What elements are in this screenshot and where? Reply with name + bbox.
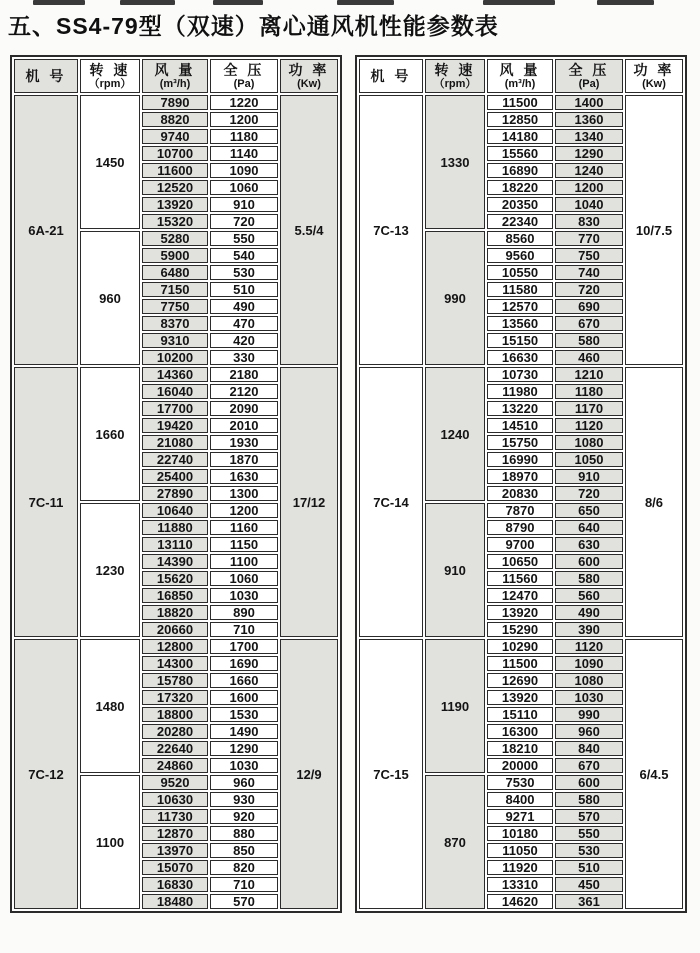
speed-cell: 1480 <box>80 639 140 773</box>
pressure-cell: 640 <box>555 520 623 535</box>
airflow-cell: 22340 <box>487 214 553 229</box>
airflow-cell: 9740 <box>142 129 208 144</box>
table-row <box>14 367 338 382</box>
airflow-cell: 25400 <box>142 469 208 484</box>
pressure-cell: 510 <box>210 282 278 297</box>
airflow-cell: 15750 <box>487 435 553 450</box>
pressure-cell: 1220 <box>210 95 278 110</box>
airflow-cell: 8560 <box>487 231 553 246</box>
power-cell: 8/6 <box>625 367 683 637</box>
airflow-cell: 16630 <box>487 350 553 365</box>
airflow-cell: 12470 <box>487 588 553 603</box>
pressure-cell: 510 <box>555 860 623 875</box>
pressure-cell: 960 <box>210 775 278 790</box>
airflow-cell: 6480 <box>142 265 208 280</box>
airflow-cell: 24860 <box>142 758 208 773</box>
airflow-cell: 12850 <box>487 112 553 127</box>
pressure-cell: 2180 <box>210 367 278 382</box>
col-header-speed: 转 速 （rpm） <box>80 59 140 93</box>
airflow-cell: 11600 <box>142 163 208 178</box>
airflow-cell: 11980 <box>487 384 553 399</box>
cropped-text-fragment <box>120 0 175 5</box>
airflow-cell: 8820 <box>142 112 208 127</box>
pressure-cell: 1090 <box>555 656 623 671</box>
pressure-cell: 2090 <box>210 401 278 416</box>
spec-table-right <box>355 55 687 913</box>
airflow-cell: 15150 <box>487 333 553 348</box>
airflow-cell: 13220 <box>487 401 553 416</box>
col-header-pressure: 全 压 (Pa) <box>210 59 278 93</box>
cropped-text-fragment <box>33 0 85 5</box>
airflow-cell: 10640 <box>142 503 208 518</box>
speed-cell: 1660 <box>80 367 140 501</box>
pressure-cell: 580 <box>555 571 623 586</box>
page-title: 五、SS4-79型（双速）离心通风机性能参数表 <box>8 13 499 39</box>
pressure-cell: 740 <box>555 265 623 280</box>
airflow-cell: 13920 <box>487 605 553 620</box>
pressure-cell: 1180 <box>555 384 623 399</box>
pressure-cell: 1490 <box>210 724 278 739</box>
pressure-cell: 1300 <box>210 486 278 501</box>
pressure-cell: 1120 <box>555 639 623 654</box>
pressure-cell: 1700 <box>210 639 278 654</box>
airflow-cell: 18970 <box>487 469 553 484</box>
airflow-cell: 19420 <box>142 418 208 433</box>
airflow-cell: 22740 <box>142 452 208 467</box>
pressure-cell: 1400 <box>555 95 623 110</box>
pressure-cell: 1870 <box>210 452 278 467</box>
airflow-cell: 12570 <box>487 299 553 314</box>
pressure-cell: 570 <box>555 809 623 824</box>
airflow-cell: 11050 <box>487 843 553 858</box>
col-header-pressure: 全 压 (Pa) <box>555 59 623 93</box>
airflow-cell: 13970 <box>142 843 208 858</box>
airflow-cell: 22640 <box>142 741 208 756</box>
airflow-cell: 13110 <box>142 537 208 552</box>
pressure-cell: 1200 <box>210 503 278 518</box>
pressure-cell: 420 <box>210 333 278 348</box>
pressure-cell: 1600 <box>210 690 278 705</box>
pressure-cell: 670 <box>555 758 623 773</box>
pressure-cell: 1060 <box>210 180 278 195</box>
airflow-cell: 11560 <box>487 571 553 586</box>
airflow-cell: 15620 <box>142 571 208 586</box>
pressure-cell: 1150 <box>210 537 278 552</box>
speed-cell: 1100 <box>80 775 140 909</box>
pressure-cell: 960 <box>555 724 623 739</box>
airflow-cell: 14180 <box>487 129 553 144</box>
speed-cell: 960 <box>80 231 140 365</box>
pressure-cell: 1630 <box>210 469 278 484</box>
cropped-text-fragment <box>597 0 654 5</box>
pressure-cell: 720 <box>555 282 623 297</box>
speed-cell: 870 <box>425 775 485 909</box>
pressure-cell: 880 <box>210 826 278 841</box>
airflow-cell: 10650 <box>487 554 553 569</box>
pressure-cell: 750 <box>555 248 623 263</box>
pressure-cell: 1030 <box>555 690 623 705</box>
col-header-model: 机 号 <box>359 59 423 93</box>
cropped-text-fragment <box>483 0 555 5</box>
table-row <box>14 95 338 110</box>
pressure-cell: 361 <box>555 894 623 909</box>
pressure-cell: 600 <box>555 554 623 569</box>
pressure-cell: 1360 <box>555 112 623 127</box>
table-row <box>359 367 683 382</box>
airflow-cell: 17320 <box>142 690 208 705</box>
airflow-cell: 12520 <box>142 180 208 195</box>
pressure-cell: 830 <box>555 214 623 229</box>
airflow-cell: 14620 <box>487 894 553 909</box>
speed-cell: 1450 <box>80 95 140 229</box>
speed-cell: 1230 <box>80 503 140 637</box>
pressure-cell: 1100 <box>210 554 278 569</box>
airflow-cell: 16830 <box>142 877 208 892</box>
speed-cell: 910 <box>425 503 485 637</box>
airflow-cell: 15320 <box>142 214 208 229</box>
col-header-model: 机 号 <box>14 59 78 93</box>
airflow-cell: 12690 <box>487 673 553 688</box>
pressure-cell: 1340 <box>555 129 623 144</box>
airflow-cell: 14510 <box>487 418 553 433</box>
spec-table-left <box>10 55 342 913</box>
airflow-cell: 13560 <box>487 316 553 331</box>
power-cell: 6/4.5 <box>625 639 683 909</box>
airflow-cell: 9520 <box>142 775 208 790</box>
airflow-cell: 16300 <box>487 724 553 739</box>
pressure-cell: 690 <box>555 299 623 314</box>
airflow-cell: 20350 <box>487 197 553 212</box>
speed-cell: 990 <box>425 231 485 365</box>
airflow-cell: 7890 <box>142 95 208 110</box>
airflow-cell: 18220 <box>487 180 553 195</box>
pressure-cell: 530 <box>210 265 278 280</box>
airflow-cell: 27890 <box>142 486 208 501</box>
cropped-text-fragment <box>337 0 394 5</box>
airflow-cell: 9560 <box>487 248 553 263</box>
airflow-cell: 9700 <box>487 537 553 552</box>
col-header-airflow: 风 量 (m³/h) <box>142 59 208 93</box>
airflow-cell: 16040 <box>142 384 208 399</box>
pressure-cell: 570 <box>210 894 278 909</box>
airflow-cell: 16990 <box>487 452 553 467</box>
airflow-cell: 5280 <box>142 231 208 246</box>
airflow-cell: 7530 <box>487 775 553 790</box>
pressure-cell: 1080 <box>555 673 623 688</box>
airflow-cell: 8790 <box>487 520 553 535</box>
power-cell: 10/7.5 <box>625 95 683 365</box>
airflow-cell: 10730 <box>487 367 553 382</box>
pressure-cell: 2010 <box>210 418 278 433</box>
model-cell: 7C-11 <box>14 367 78 637</box>
airflow-cell: 15290 <box>487 622 553 637</box>
airflow-cell: 14300 <box>142 656 208 671</box>
pressure-cell: 1170 <box>555 401 623 416</box>
power-cell: 17/12 <box>280 367 338 637</box>
col-header-power: 功 率 (Kw) <box>280 59 338 93</box>
table-row <box>14 639 338 654</box>
airflow-cell: 20660 <box>142 622 208 637</box>
airflow-cell: 20830 <box>487 486 553 501</box>
airflow-cell: 5900 <box>142 248 208 263</box>
pressure-cell: 1530 <box>210 707 278 722</box>
pressure-cell: 390 <box>555 622 623 637</box>
airflow-cell: 10700 <box>142 146 208 161</box>
pressure-cell: 1160 <box>210 520 278 535</box>
pressure-cell: 1930 <box>210 435 278 450</box>
airflow-cell: 7750 <box>142 299 208 314</box>
pressure-cell: 1180 <box>210 129 278 144</box>
table-row <box>359 95 683 110</box>
pressure-cell: 1050 <box>555 452 623 467</box>
pressure-cell: 530 <box>555 843 623 858</box>
pressure-cell: 650 <box>555 503 623 518</box>
airflow-cell: 20000 <box>487 758 553 773</box>
pressure-cell: 1120 <box>555 418 623 433</box>
speed-cell: 1240 <box>425 367 485 501</box>
airflow-cell: 11580 <box>487 282 553 297</box>
airflow-cell: 18800 <box>142 707 208 722</box>
airflow-cell: 18210 <box>487 741 553 756</box>
model-cell: 7C-14 <box>359 367 423 637</box>
pressure-cell: 890 <box>210 605 278 620</box>
col-header-speed: 转 速 （rpm） <box>425 59 485 93</box>
pressure-cell: 1030 <box>210 758 278 773</box>
pressure-cell: 560 <box>555 588 623 603</box>
airflow-cell: 14360 <box>142 367 208 382</box>
pressure-cell: 720 <box>210 214 278 229</box>
pressure-cell: 550 <box>555 826 623 841</box>
pressure-cell: 580 <box>555 792 623 807</box>
airflow-cell: 9271 <box>487 809 553 824</box>
pressure-cell: 770 <box>555 231 623 246</box>
airflow-cell: 13920 <box>487 690 553 705</box>
airflow-cell: 11730 <box>142 809 208 824</box>
airflow-cell: 15070 <box>142 860 208 875</box>
pressure-cell: 710 <box>210 622 278 637</box>
power-cell: 5.5/4 <box>280 95 338 365</box>
pressure-cell: 1140 <box>210 146 278 161</box>
airflow-cell: 12870 <box>142 826 208 841</box>
airflow-cell: 15780 <box>142 673 208 688</box>
pressure-cell: 910 <box>210 197 278 212</box>
airflow-cell: 13310 <box>487 877 553 892</box>
power-cell: 12/9 <box>280 639 338 909</box>
airflow-cell: 11880 <box>142 520 208 535</box>
pressure-cell: 1030 <box>210 588 278 603</box>
pressure-cell: 1240 <box>555 163 623 178</box>
speed-cell: 1190 <box>425 639 485 773</box>
pressure-cell: 490 <box>555 605 623 620</box>
airflow-cell: 8400 <box>487 792 553 807</box>
airflow-cell: 15560 <box>487 146 553 161</box>
airflow-cell: 13920 <box>142 197 208 212</box>
model-cell: 6A-21 <box>14 95 78 365</box>
airflow-cell: 10180 <box>487 826 553 841</box>
pressure-cell: 820 <box>210 860 278 875</box>
pressure-cell: 850 <box>210 843 278 858</box>
pressure-cell: 1060 <box>210 571 278 586</box>
model-cell: 7C-15 <box>359 639 423 909</box>
pressure-cell: 1210 <box>555 367 623 382</box>
airflow-cell: 16890 <box>487 163 553 178</box>
pressure-cell: 990 <box>555 707 623 722</box>
airflow-cell: 21080 <box>142 435 208 450</box>
col-header-power: 功 率 (Kw) <box>625 59 683 93</box>
pressure-cell: 1090 <box>210 163 278 178</box>
pressure-cell: 580 <box>555 333 623 348</box>
airflow-cell: 16850 <box>142 588 208 603</box>
pressure-cell: 1690 <box>210 656 278 671</box>
pressure-cell: 1290 <box>210 741 278 756</box>
airflow-cell: 8370 <box>142 316 208 331</box>
airflow-cell: 17700 <box>142 401 208 416</box>
pressure-cell: 1040 <box>555 197 623 212</box>
pressure-cell: 600 <box>555 775 623 790</box>
airflow-cell: 14390 <box>142 554 208 569</box>
col-header-airflow: 风 量 (m³/h) <box>487 59 553 93</box>
table-row <box>359 639 683 654</box>
pressure-cell: 630 <box>555 537 623 552</box>
airflow-cell: 7150 <box>142 282 208 297</box>
airflow-cell: 18820 <box>142 605 208 620</box>
cropped-text-fragment <box>213 0 263 5</box>
pressure-cell: 710 <box>210 877 278 892</box>
airflow-cell: 15110 <box>487 707 553 722</box>
airflow-cell: 9310 <box>142 333 208 348</box>
pressure-cell: 450 <box>555 877 623 892</box>
airflow-cell: 11500 <box>487 656 553 671</box>
pressure-cell: 550 <box>210 231 278 246</box>
pressure-cell: 670 <box>555 316 623 331</box>
pressure-cell: 930 <box>210 792 278 807</box>
airflow-cell: 7870 <box>487 503 553 518</box>
model-cell: 7C-12 <box>14 639 78 909</box>
performance-tables <box>10 55 687 913</box>
pressure-cell: 840 <box>555 741 623 756</box>
pressure-cell: 1080 <box>555 435 623 450</box>
pressure-cell: 470 <box>210 316 278 331</box>
airflow-cell: 10550 <box>487 265 553 280</box>
pressure-cell: 540 <box>210 248 278 263</box>
pressure-cell: 460 <box>555 350 623 365</box>
airflow-cell: 20280 <box>142 724 208 739</box>
airflow-cell: 10630 <box>142 792 208 807</box>
speed-cell: 1330 <box>425 95 485 229</box>
pressure-cell: 910 <box>555 469 623 484</box>
airflow-cell: 12800 <box>142 639 208 654</box>
pressure-cell: 330 <box>210 350 278 365</box>
airflow-cell: 11920 <box>487 860 553 875</box>
pressure-cell: 490 <box>210 299 278 314</box>
airflow-cell: 10290 <box>487 639 553 654</box>
pressure-cell: 1200 <box>210 112 278 127</box>
airflow-cell: 10200 <box>142 350 208 365</box>
model-cell: 7C-13 <box>359 95 423 365</box>
pressure-cell: 720 <box>555 486 623 501</box>
pressure-cell: 2120 <box>210 384 278 399</box>
airflow-cell: 11500 <box>487 95 553 110</box>
pressure-cell: 1200 <box>555 180 623 195</box>
pressure-cell: 1290 <box>555 146 623 161</box>
airflow-cell: 18480 <box>142 894 208 909</box>
pressure-cell: 920 <box>210 809 278 824</box>
pressure-cell: 1660 <box>210 673 278 688</box>
